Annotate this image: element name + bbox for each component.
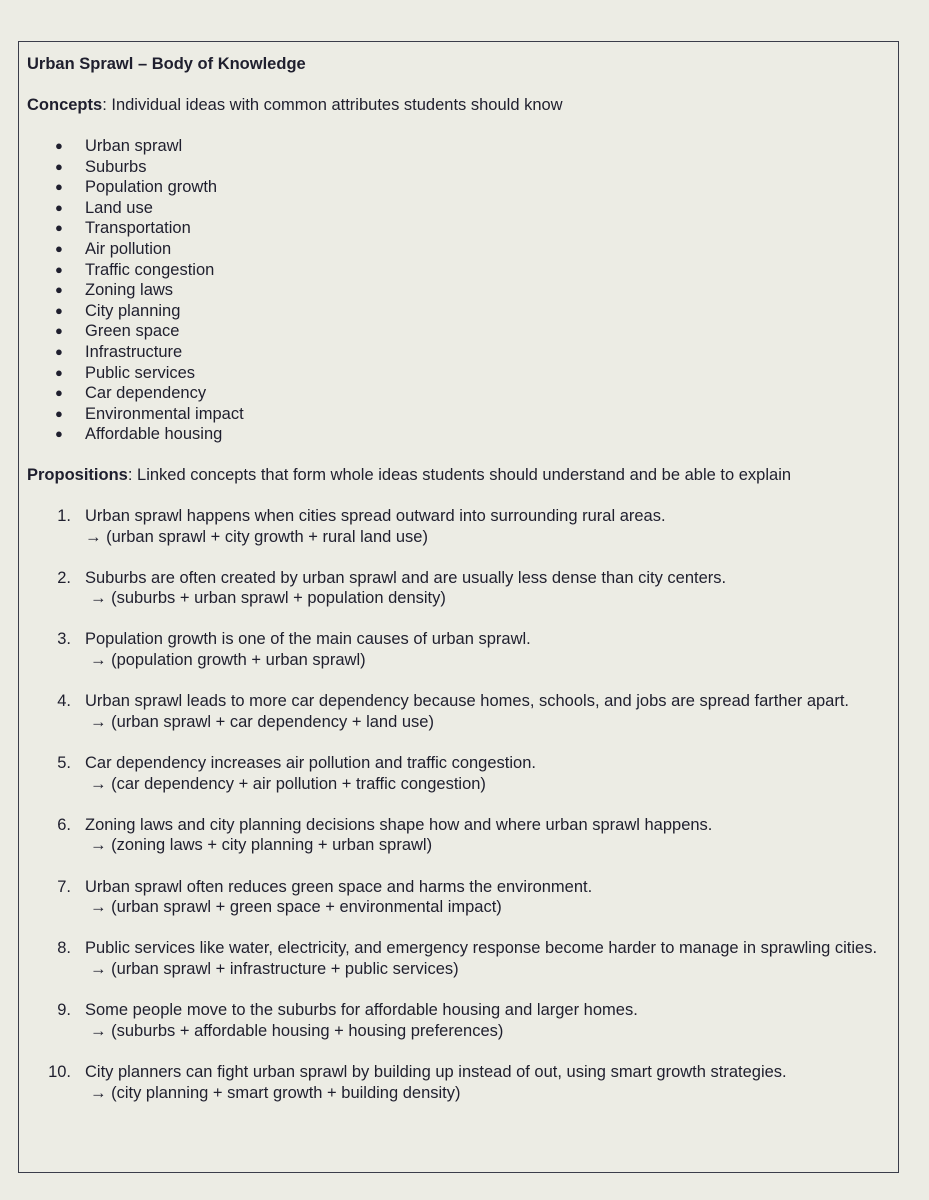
proposition-item: [27, 815, 898, 856]
bullet-icon: ●: [55, 385, 63, 401]
bullet-icon: ●: [55, 158, 63, 174]
bullet-icon: ●: [55, 199, 63, 215]
propositions-list: [27, 506, 898, 1103]
bullet-icon: ●: [55, 261, 63, 277]
proposition-number: 8.: [57, 939, 71, 958]
propositions-description: : Linked concepts that form whole ideas students should understand and be able to explain: [127, 465, 792, 484]
propositions-intro: [27, 465, 898, 485]
bullet-icon: ●: [55, 240, 63, 256]
concept-item: ● Zoning laws: [55, 281, 174, 300]
bullet-icon: ●: [55, 138, 63, 153]
bullet-icon: ●: [55, 426, 63, 442]
concept-item: ● City planning: [55, 301, 181, 320]
concept-item: ● Urban sprawl: [55, 137, 183, 155]
proposition-item: [27, 938, 898, 979]
proposition-number: 7.: [57, 877, 71, 896]
proposition-text: Urban sprawl often reduces green space and harms the environment.: [85, 877, 593, 896]
propositions-label: Propositions: [27, 465, 128, 484]
concept-item: ● Affordable housing: [55, 425, 223, 444]
proposition-number: 2.: [57, 568, 71, 587]
proposition-text: City planners can fight urban sprawl by building up instead of out, using smart growth strategies.: [85, 1062, 787, 1081]
proposition-link: → (suburbs + affordable housing + housing preferences): [90, 1021, 504, 1040]
proposition-number: 6.: [57, 815, 71, 834]
proposition-number: 3.: [57, 630, 71, 649]
concept-item: ● Public services: [55, 363, 196, 382]
proposition-link: → (suburbs + urban sprawl + population density): [90, 589, 446, 608]
proposition-link: → (population growth + urban sprawl): [90, 651, 366, 670]
proposition-item: [27, 1000, 898, 1041]
proposition-number: 4.: [57, 692, 71, 711]
proposition-item: [27, 877, 898, 918]
proposition-item: [27, 506, 898, 547]
proposition-item: [27, 1062, 898, 1103]
proposition-link: → (urban sprawl + green space + environmental impact): [90, 898, 502, 917]
proposition-text: Urban sprawl leads to more car dependency because homes, schools, and jobs are spread farther apart.: [85, 692, 850, 711]
concept-item: ● Population growth: [55, 178, 218, 197]
proposition-text: Some people move to the suburbs for affordable housing and larger homes.: [85, 1001, 638, 1020]
proposition-item: [27, 629, 898, 670]
proposition-text: Zoning laws and city planning decisions shape how and where urban sprawl happens.: [85, 815, 713, 834]
bullet-icon: ●: [55, 405, 63, 421]
proposition-link: → (urban sprawl + city growth + rural land use): [85, 527, 428, 546]
proposition-text: Population growth is one of the main causes of urban sprawl.: [85, 630, 531, 649]
concepts-intro: [27, 95, 898, 115]
document-box: [18, 41, 899, 1173]
bullet-icon: ●: [55, 343, 63, 359]
concept-item: ● Air pollution: [55, 239, 172, 258]
proposition-text: Urban sprawl happens when cities spread outward into surrounding rural areas.: [85, 506, 666, 525]
bullet-icon: ●: [55, 323, 63, 339]
bullet-icon: ●: [55, 179, 63, 195]
proposition-link: → (zoning laws + city planning + urban sprawl): [90, 836, 433, 855]
proposition-item: [27, 691, 898, 732]
proposition-item: [27, 753, 898, 794]
proposition-number: 1.: [57, 506, 71, 525]
concept-item: ● Traffic congestion: [55, 260, 215, 279]
proposition-number: 5.: [57, 754, 71, 773]
concept-item: ● Land use: [55, 198, 153, 217]
bullet-icon: ●: [55, 302, 63, 318]
concepts-label: Concepts: [27, 96, 103, 114]
concept-item: ● Environmental impact: [55, 404, 244, 423]
proposition-item: [27, 568, 898, 609]
bullet-icon: ●: [55, 282, 63, 298]
bullet-icon: ●: [55, 220, 63, 236]
proposition-link: → (urban sprawl + infrastructure + public services): [90, 959, 459, 978]
proposition-text: Suburbs are often created by urban sprawl and are usually less dense than city centers.: [85, 568, 727, 587]
bullet-icon: ●: [55, 364, 63, 380]
concepts-list: [27, 136, 898, 445]
concept-item: ● Car dependency: [55, 384, 207, 403]
concept-item: ● Infrastructure: [55, 342, 183, 361]
concepts-description: : Individual ideas with common attributes students should know: [102, 96, 563, 114]
proposition-link: → (city planning + smart growth + building density): [90, 1083, 461, 1102]
proposition-text: Car dependency increases air pollution and traffic congestion.: [85, 754, 536, 773]
concept-item: ● Green space: [55, 322, 180, 341]
concept-item: ● Suburbs: [55, 157, 147, 176]
proposition-link: → (urban sprawl + car dependency + land use): [90, 712, 434, 731]
concept-item: ● Transportation: [55, 219, 191, 238]
document-title: Urban Sprawl – Body of Knowledge: [27, 55, 306, 73]
proposition-number: 9.: [57, 1001, 71, 1020]
proposition-number: 10.: [48, 1062, 71, 1081]
proposition-text: Public services like water, electricity, and emergency response become harder to manage in sprawling cities.: [85, 939, 878, 958]
proposition-link: → (car dependency + air pollution + traffic congestion): [90, 774, 486, 793]
